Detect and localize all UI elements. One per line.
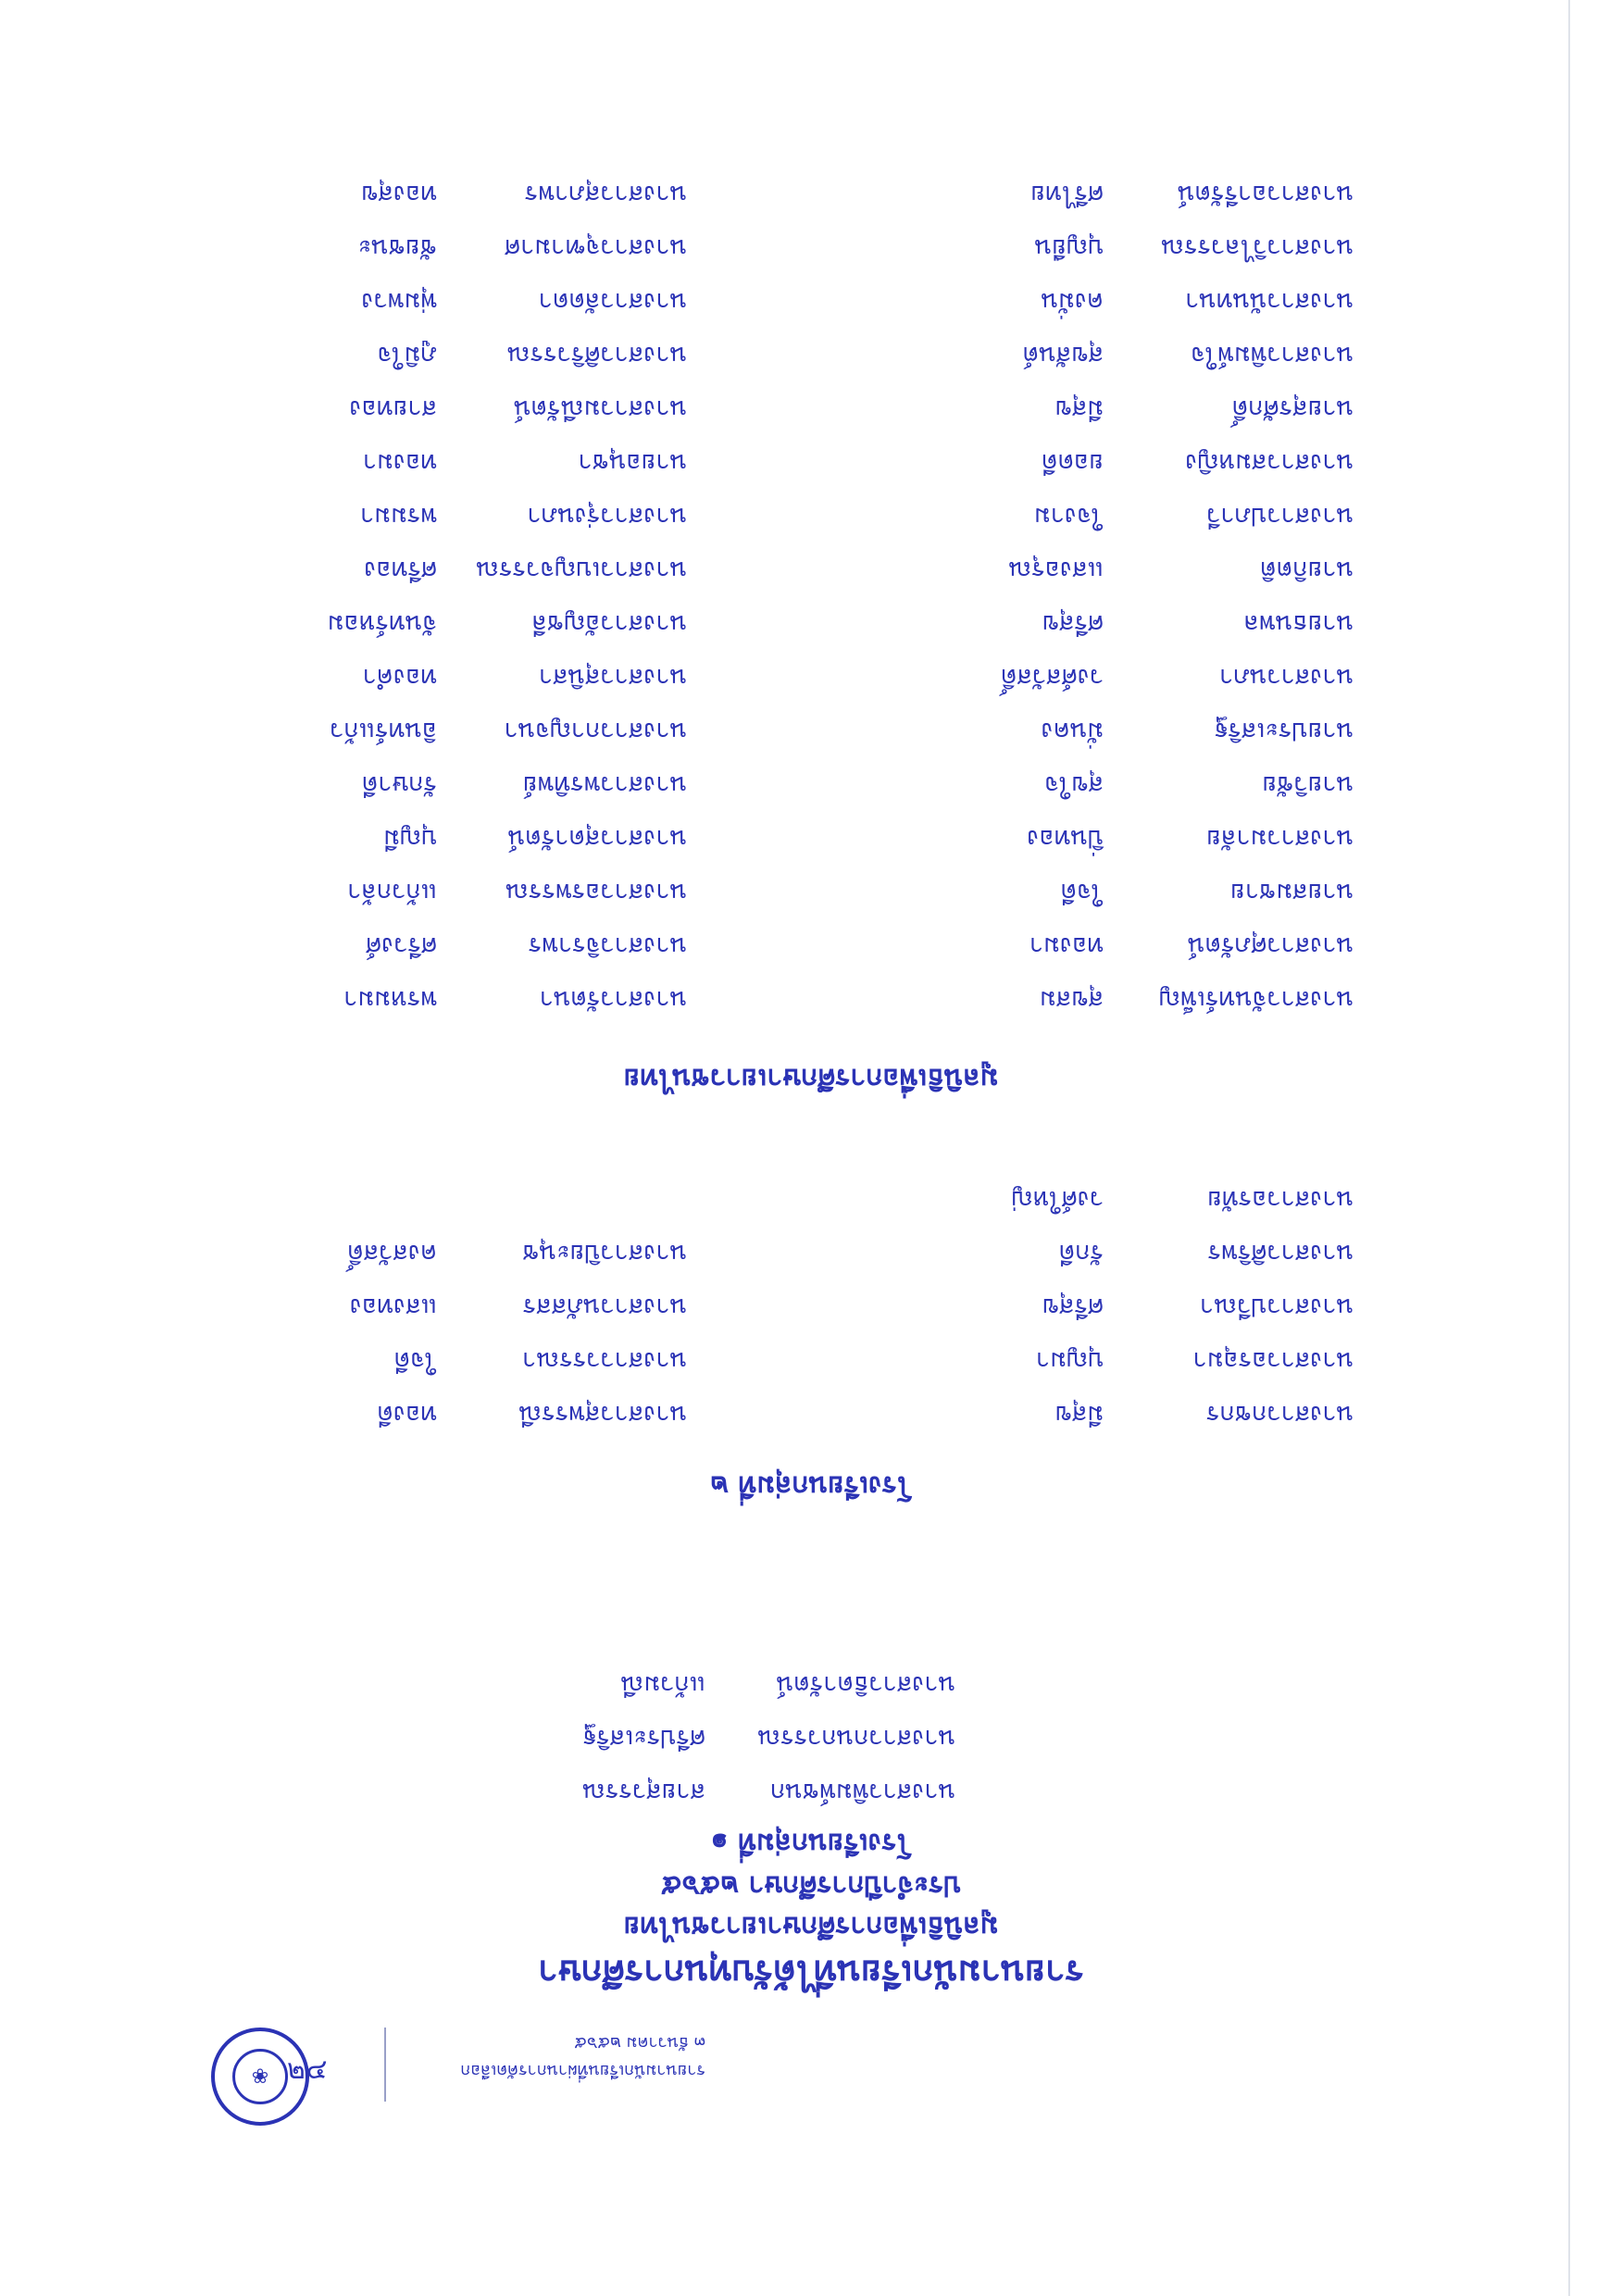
student-surname: ทองสุข: [360, 180, 437, 208]
student-surname: ทองมา: [362, 448, 437, 477]
student-name: นางสาวธิดารัตน์: [776, 1670, 955, 1699]
student-surname: พุ่มพวง: [361, 287, 437, 316]
student-surname: ทองคำ: [362, 663, 437, 692]
student-surname: ศรีสุข: [1042, 1292, 1104, 1321]
student-surname: ทองมา: [1029, 931, 1104, 960]
student-name: นางสาววิไลวรรณ: [1160, 233, 1354, 262]
student-name: นางสาวอัญชลี: [531, 609, 687, 638]
student-surname: ชัยชนะ: [357, 233, 437, 262]
student-name: นางสาวพรทิพย์: [522, 770, 687, 799]
student-surname: สายทอง: [349, 394, 437, 423]
student-name: นางสาวจันทร์เพ็ญ: [1158, 985, 1354, 1014]
student-name: นางสาววรรณา: [522, 1346, 687, 1375]
student-surname: บุญมี: [383, 824, 437, 853]
student-surname: มีสุข: [1054, 1400, 1104, 1429]
student-surname: ศรีไทย: [1030, 180, 1104, 208]
student-surname: มั่นคง: [1041, 717, 1104, 745]
student-surname: วงศ์ใหญ่: [1011, 1185, 1104, 1214]
list-item: [582, 1719, 705, 1759]
student-name: นางสาวมาลัย: [1206, 824, 1354, 853]
student-surname: บุญมา: [1035, 1346, 1104, 1375]
student-name: นางสาวพิมพ์ชนก: [769, 1778, 955, 1806]
student-name: นางสาวสุพรรณี: [518, 1400, 687, 1429]
student-name: นางสาวกาญจนา: [504, 717, 687, 745]
student-surname: ใจงาม: [1033, 502, 1104, 530]
student-surname: แสงทอง: [349, 1292, 437, 1321]
student-surname: พรมมา: [359, 502, 437, 530]
student-name: นางสาวรุ่งนภา: [527, 502, 687, 530]
page-number: ๒๔: [287, 2053, 329, 2086]
student-name: นางสาวเบญจวรรณ: [475, 555, 687, 584]
student-name: นางสาวสมหญิง: [1185, 448, 1354, 477]
student-name: นางสาวศุภรัตน์: [1187, 931, 1354, 960]
student-surname: ภูมิใจ: [377, 341, 437, 369]
student-surname: อินทร์แก้ว: [330, 717, 437, 745]
student-surname: ทองดี: [377, 1400, 437, 1429]
subtitle-year: ประจำปีการศึกษา ๒๕๖๕: [660, 1869, 962, 1902]
student-name: นางสาวอรทัย: [1207, 1185, 1354, 1214]
section-title-group-3: มูลนิธิเพื่อการศึกษาเยาวชนไทย: [623, 1062, 999, 1094]
student-name: นางสาวจุฑามาศ: [504, 233, 687, 262]
student-name: นายสมชาย: [1229, 878, 1354, 906]
student-name: นางสาวนภา: [1218, 663, 1354, 692]
student-surname: สายสุวรรณ: [581, 1778, 705, 1806]
student-name: นางสาวปภาวี: [1206, 502, 1354, 530]
student-surname: แก้วกล้า: [347, 878, 437, 906]
student-name: นางสาวศิริพร: [1207, 1239, 1354, 1267]
list-item: [582, 1773, 705, 1813]
student-surname: ศรีวงศ์: [365, 931, 437, 960]
student-name: นางสาวสุนิสา: [538, 663, 687, 692]
institution-seal-icon: [211, 2028, 309, 2126]
student-name: นางสาวพิมพ์ใจ: [1190, 341, 1354, 369]
student-surname: สุขสันต์: [1022, 341, 1104, 369]
student-name: นางสาวปิยะนุช: [522, 1239, 687, 1267]
student-name: นางสาวกชกร: [1205, 1400, 1354, 1429]
student-name: นางสาวลัดดา: [538, 287, 687, 316]
student-surname: แก้วมณี: [620, 1670, 705, 1699]
section-title-group-2: โรงเรียนกลุ่มที่ ๒: [710, 1469, 912, 1502]
student-surname: รักษาดี: [361, 770, 437, 799]
student-surname: ปิ่นทอง: [1027, 824, 1104, 853]
student-name: นางสาวสุดารัตน์: [507, 824, 687, 853]
student-name: นางสาวรัตนา: [539, 985, 687, 1014]
student-name: นางสาวปวีณา: [1199, 1292, 1354, 1321]
student-name: นายสุรศักดิ์: [1231, 394, 1354, 423]
student-surname: คงมั่น: [1041, 287, 1104, 316]
student-name: นางสาวสุภาพร: [524, 180, 687, 208]
student-name: นางสาวนภัสสร: [522, 1292, 687, 1321]
student-name: นายกิตติ: [1260, 555, 1354, 584]
student-surname: บุญยืน: [1034, 233, 1104, 262]
footer-line-2: ๓ ธันวาคม ๒๕๖๕: [574, 2033, 705, 2053]
subtitle-group-1: โรงเรียนกลุ่มที่ ๑: [710, 1827, 912, 1859]
student-name: นางสาวอรอุมา: [1192, 1346, 1354, 1375]
student-name: นายวิชัย: [1262, 770, 1354, 799]
student-surname: สุขใจ: [1044, 770, 1104, 799]
student-name: นางสาวนันทนา: [1185, 287, 1354, 316]
student-surname: มีสุข: [1054, 394, 1104, 423]
student-surname: ศรีประเสริฐ: [582, 1724, 705, 1753]
list-item: [770, 1773, 955, 1813]
student-surname: พรหมมา: [343, 985, 437, 1014]
page-title: รายนามนักเรียนที่ได้รับทุนการศึกษา: [538, 1953, 1084, 1994]
student-surname: ใจดี: [393, 1346, 437, 1375]
footer-line-1: รายนามนักเรียนที่ผ่านการคัดเลือก: [460, 2061, 705, 2080]
student-surname: ศรีทอง: [364, 555, 437, 584]
student-name: นายประเสริฐ: [1214, 717, 1354, 745]
list-item: [777, 1666, 955, 1705]
student-name: นายอนุชา: [578, 448, 687, 477]
student-name: นางสาวกนกวรรณ: [757, 1724, 955, 1753]
student-surname: จันทร์หอม: [327, 609, 437, 638]
student-name: นางสาวอรพรรณ: [505, 878, 687, 906]
student-name: นายธนพล: [1243, 609, 1354, 638]
seal-emblem-icon: ❀: [232, 2049, 288, 2104]
student-surname: ยอดดี: [1041, 448, 1104, 477]
student-surname: รักดี: [1058, 1239, 1104, 1267]
student-surname: สุขสม: [1039, 985, 1104, 1014]
student-name: นางสาวจิราพร: [528, 931, 687, 960]
list-item: [620, 1666, 705, 1705]
student-surname: ศรีสุข: [1042, 609, 1104, 638]
student-surname: วงศ์สวัสดิ์: [1000, 663, 1104, 692]
subtitle-foundation: มูลนิธิเพื่อการศึกษาเยาวชนไทย: [623, 1910, 999, 1942]
footer-divider: [384, 2028, 386, 2102]
student-name: นางสาวมณีรัตน์: [514, 394, 687, 423]
student-name: นางสาวอารีรัตน์: [1178, 180, 1354, 208]
student-surname: ใจดี: [1060, 878, 1104, 906]
student-surname: คงสวัสดิ์: [347, 1239, 437, 1267]
list-item: [757, 1719, 955, 1759]
student-name: นางสาวศิริวรรณ: [506, 341, 687, 369]
student-surname: แสงอรุณ: [1008, 555, 1104, 584]
